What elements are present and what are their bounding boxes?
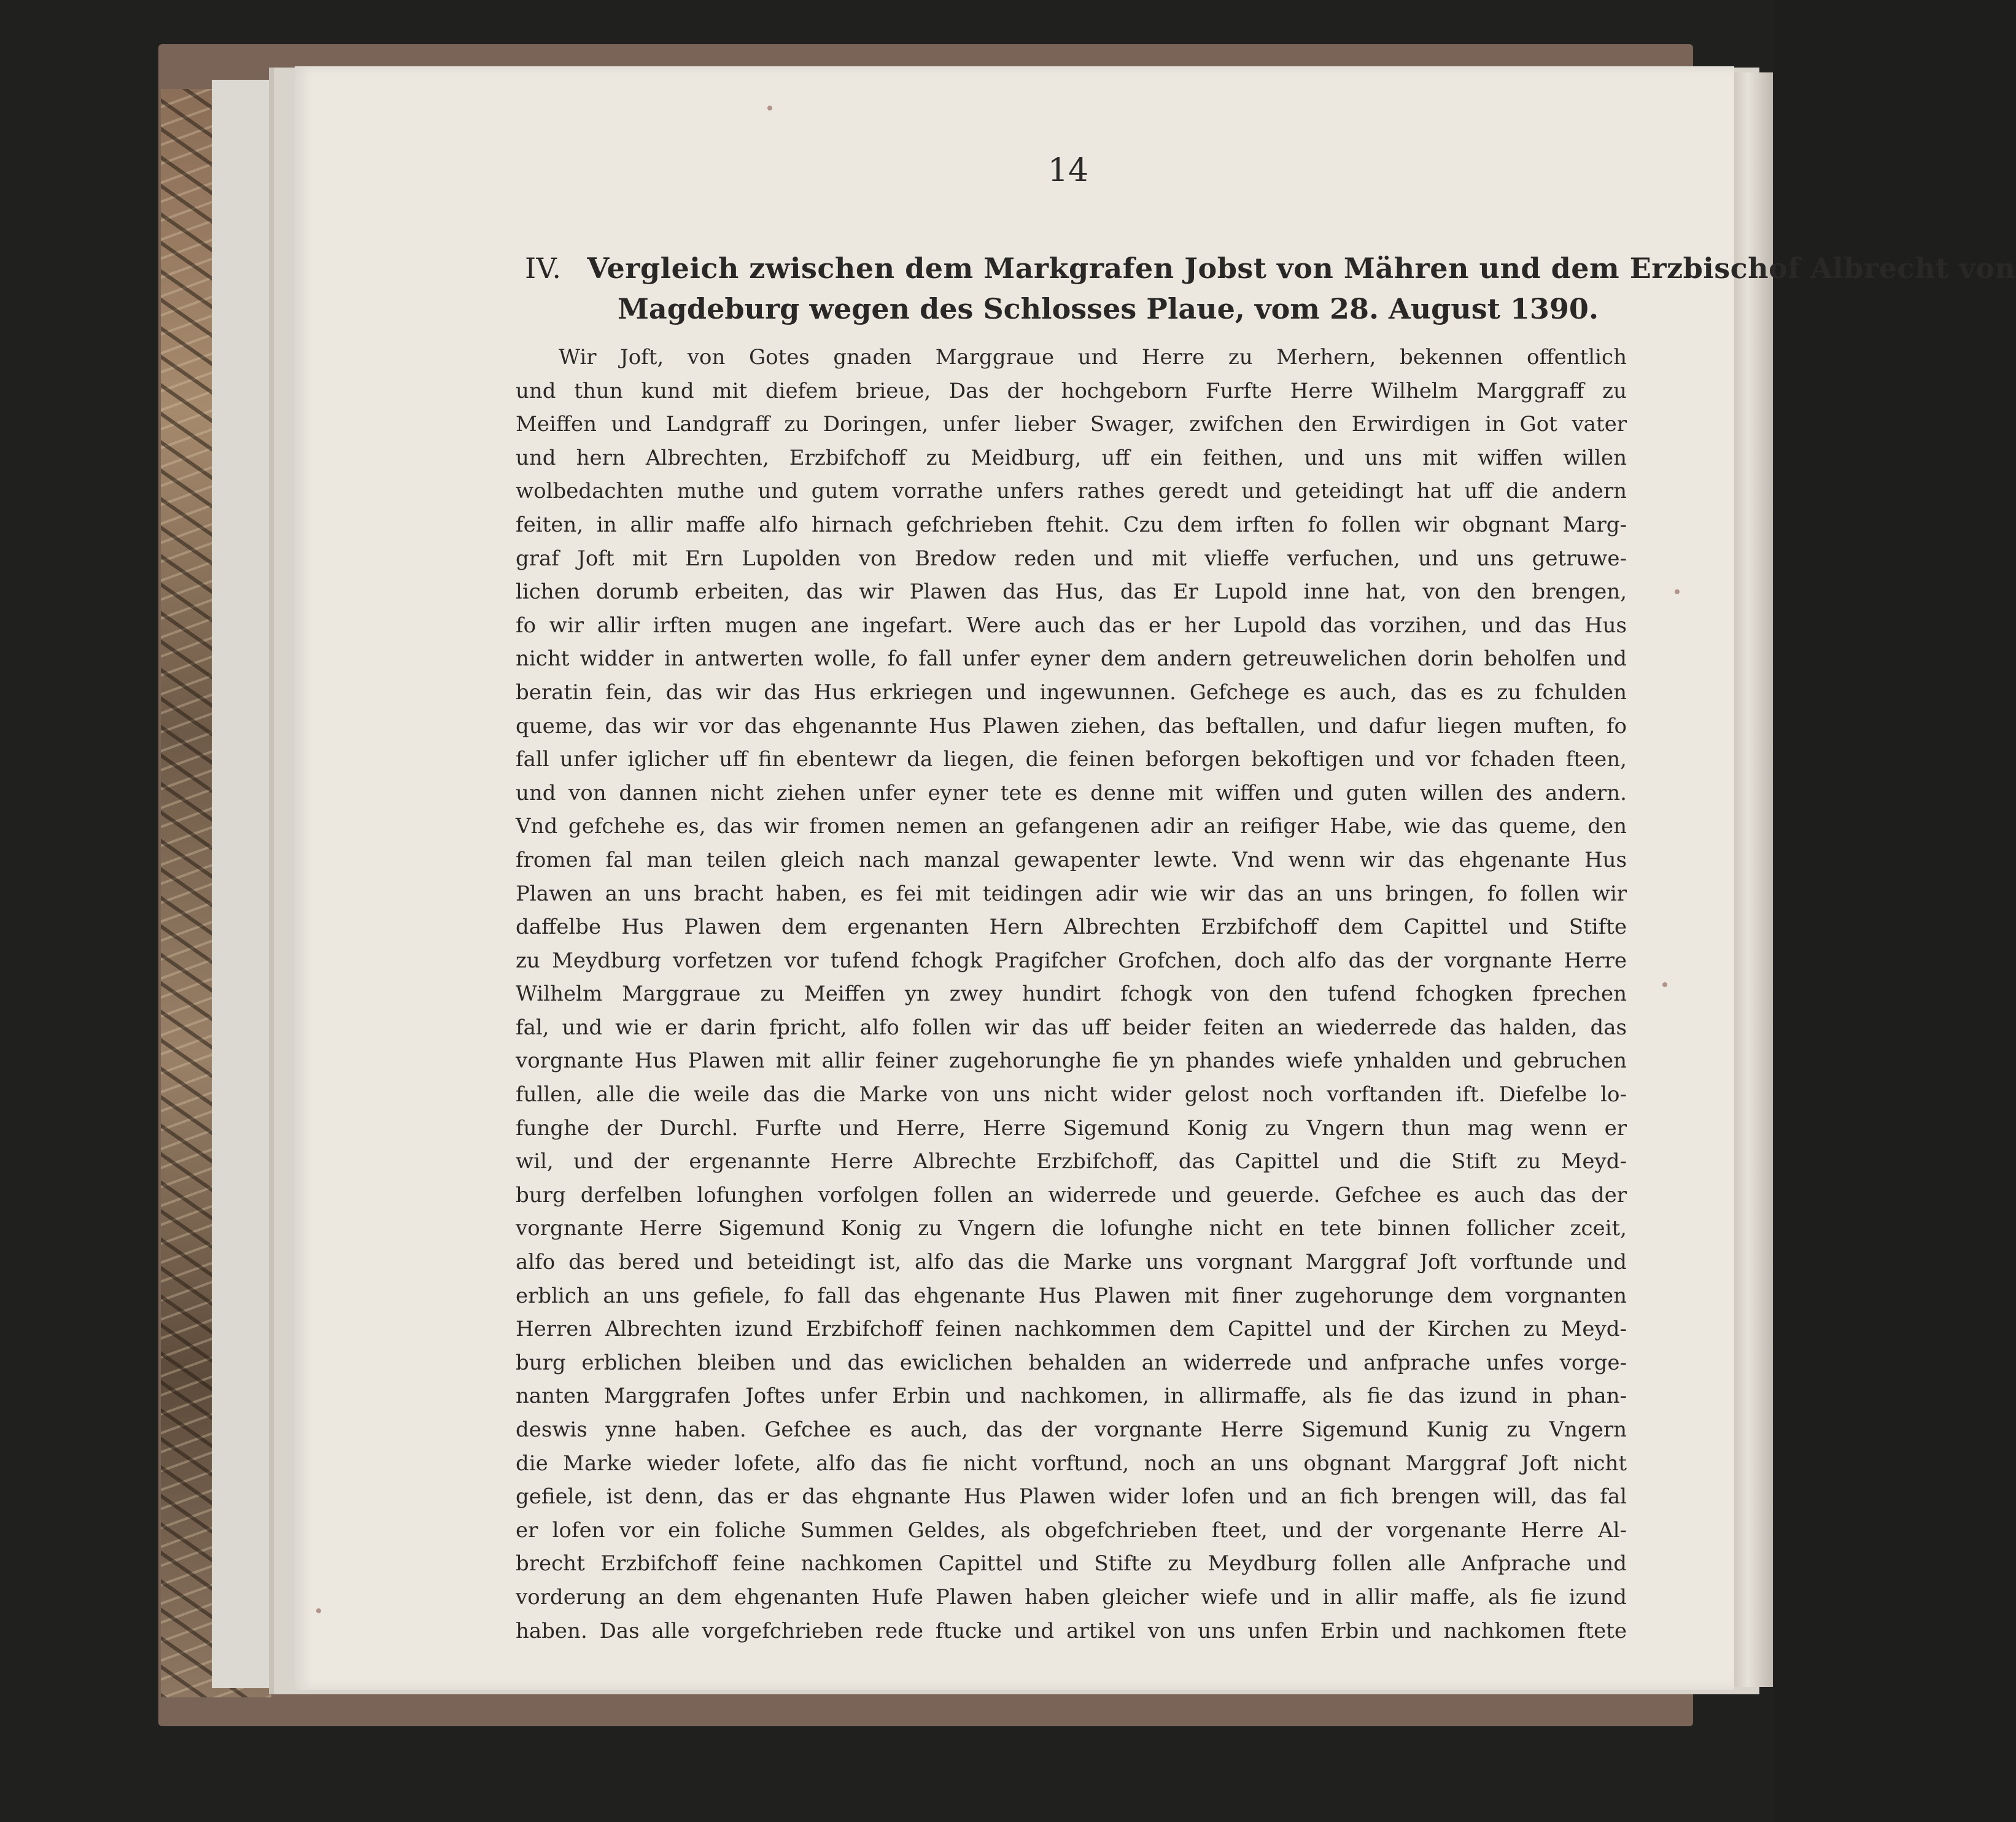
heading-line-1	[525, 252, 2016, 285]
text-line: feiten, in allir maffe alfo hirnach gefchrieben ftehit. Czu dem irften fo follen wir obgnant Marg-	[516, 512, 1627, 537]
text-line: beratin fein, das wir das Hus erkriegen und ingewunnen. Gefchege es auch, das es zu fchulden	[516, 680, 1627, 705]
text-line: Wir Joft, von Gotes gnaden Marggraue und Herre zu Merhern, bekennen offentlich	[559, 345, 1627, 370]
text-line: erblich an uns gefiele, fo fall das ehgenante Hus Plawen mit finer zugehorunge dem vorgnanten	[516, 1283, 1627, 1308]
text-line: fromen fal man teilen gleich nach manzal gewapenter lewte. Vnd wenn wir das ehgenante Hus	[516, 847, 1627, 872]
text-line: Wilhelm Marggraue zu Meiffen yn zwey hundirt fchogk von den tufend fchogken fprechen	[516, 982, 1627, 1007]
text-line: Plawen an uns bracht haben, es fei mit teidingen adir wie wir das an uns bringen, fo follen wir	[516, 881, 1627, 906]
text-line: lichen dorumb erbeiten, das wir Plawen das Hus, das Er Lupold inne hat, von den brengen,	[516, 580, 1627, 605]
text-line: vorderung an dem ehgenanten Hufe Plawen haben gleicher wiefe und in allir maffe, als fie izund	[516, 1584, 1627, 1610]
page-number: 14	[1047, 152, 1089, 189]
text-line: und von dannen nicht ziehen unfer eyner tete es denne mit wiffen und guten willen des andern.	[516, 780, 1627, 805]
text-line: nicht widder in antwerten wolle, fo fall unfer eyner dem andern getreuwelichen dorin beholfen und	[516, 646, 1627, 672]
paper-speck	[1662, 982, 1667, 987]
heading-numeral: IV.	[525, 252, 562, 285]
text-line: vorgnante Hus Plawen mit allir feiner zugehorunghe fie yn phandes wiefe ynhalden und gebruchen	[516, 1049, 1627, 1074]
text-line: fal, und wie er darin fpricht, alfo follen wir das uff beider feiten an wiederrede das halden, das	[516, 1015, 1627, 1040]
text-line: wil, und der ergenannte Herre Albrechte Erzbifchoff, das Capittel und die Stift zu Meyd-	[516, 1149, 1627, 1174]
text-line: die Marke wieder lofete, alfo das fie nicht vorftund, noch an uns obgnant Marggraf Joft nicht	[516, 1451, 1627, 1476]
text-line: funghe der Durchl. Furfte und Herre, Herre Sigemund Konig zu Vngern thun mag wenn er	[516, 1115, 1627, 1141]
text-line: Herren Albrechten izund Erzbifchoff feinen nachkommen dem Capittel und der Kirchen zu Meyd-	[516, 1317, 1627, 1342]
paper-speck	[1675, 589, 1680, 594]
text-line: daffelbe Hus Plawen dem ergenanten Hern Albrechten Erzbifchoff dem Capittel und Stifte	[516, 915, 1627, 940]
paper-speck	[316, 1608, 321, 1613]
text-line: Vnd gefchehe es, das wir fromen nemen an gefangenen adir an reifiger Habe, wie das queme, den	[516, 814, 1627, 839]
document-heading	[525, 252, 2016, 325]
text-line: deswis ynne haben. Gefchee es auch, das der vorgnante Herre Sigemund Kunig zu Vngern	[516, 1417, 1627, 1442]
text-line: vorgnante Herre Sigemund Konig zu Vngern die lofunghe nicht en tete binnen follicher zceit,	[516, 1216, 1627, 1241]
text-line: fullen, alle die weile das die Marke von uns nicht wider gelost noch vorftanden ift. Diefelbe lo-	[516, 1082, 1627, 1107]
text-line: brecht Erzbifchoff feine nachkomen Capittel und Stifte zu Meydburg follen alle Anfprache und	[516, 1551, 1627, 1576]
text-line: haben. Das alle vorgefchrieben rede ftucke und artikel von uns unfen Erbin und nachkomen ftete	[516, 1618, 1627, 1643]
text-line: alfo das bered und beteidingt ist, alfo das die Marke uns vorgnant Marggraf Joft vorftunde und	[516, 1250, 1627, 1275]
text-line: nanten Marggrafen Joftes unfer Erbin und nachkomen, in allirmaffe, als fie das izund in phan-	[516, 1384, 1627, 1409]
body-text	[516, 341, 1627, 1648]
heading-title-line-2: Magdeburg wegen des Schlosses Plaue, vom 28. August 1390.	[618, 292, 1599, 325]
text-line: Meiffen und Landgraff zu Doringen, unfer lieber Swager, zwifchen den Erwirdigen in Got vater	[516, 412, 1627, 437]
text-line: gefiele, ist denn, das er das ehgnante Hus Plawen wider lofen und an fich brengen will, das fal	[516, 1484, 1627, 1510]
page-edge	[1731, 72, 1773, 1687]
text-line: wolbedachten muthe und gutem vorrathe unfers rathes geredt und geteidingt hat uff die andern	[516, 479, 1627, 504]
text-line: fo wir allir irften mugen ane ingefart. Were auch das er her Lupold das vorzihen, und das Hus	[516, 613, 1627, 638]
text-line: graf Joft mit Ern Lupolden von Bredow reden und mit vlieffe verfuchen, und uns getruwe-	[516, 546, 1627, 571]
heading-title-line-1: Vergleich zwischen dem Markgrafen Jobst von Mähren und dem Erzbischof Albrecht von	[587, 252, 2016, 285]
text-line: queme, das wir vor das ehgenannte Hus Plawen ziehen, das beftallen, und dafur liegen muften, fo	[516, 713, 1627, 738]
text-line: und hern Albrechten, Erzbifchoff zu Meidburg, uff ein feithen, und uns mit wiffen willen	[516, 445, 1627, 470]
text-line: zu Meydburg vorfetzen vor tufend fchogk Pragifcher Grofchen, doch alfo das der vorgnante Herre	[516, 948, 1627, 973]
text-line: fall unfer iglicher uff fin ebentewr da liegen, die feinen beforgen bekoftigen und vor fchaden fteen,	[516, 747, 1627, 772]
text-line: burg derfelben lofunghen vorfolgen follen an widerrede und geuerde. Gefchee es auch das der	[516, 1182, 1627, 1208]
text-line: und thun kund mit diefem brieue, Das der hochgeborn Furfte Herre Wilhelm Marggraff zu	[516, 378, 1627, 403]
text-line: burg erblichen bleiben und das ewiclichen behalden an widerrede und anfprache unfes vorge-	[516, 1350, 1627, 1375]
paper-speck	[767, 106, 772, 110]
text-line: er lofen vor ein foliche Summen Geldes, als obgefchrieben fteet, und der vorgenante Herre Al-	[516, 1518, 1627, 1543]
